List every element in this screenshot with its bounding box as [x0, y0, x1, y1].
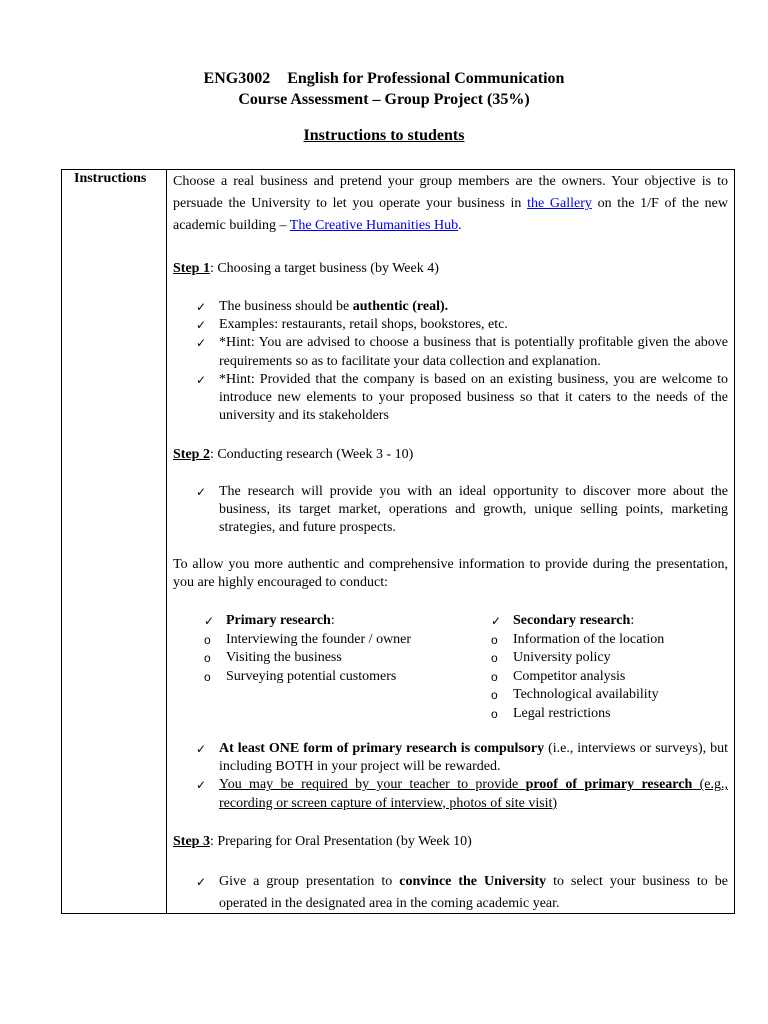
- instructions-heading: Instructions to students: [303, 127, 465, 144]
- primary-research-column: [173, 612, 433, 686]
- intro-text-3: .: [458, 218, 462, 233]
- secondary-colon: :: [630, 613, 635, 628]
- secondary-research-heading: [460, 612, 720, 631]
- primary-title: Primary research: [226, 613, 331, 628]
- step1-b3-text: *Hint: You are advised to choose a business that is potentially profitable given the above requirements so as to facilitate your data collection and explanation.: [219, 335, 728, 369]
- check-icon: ✓: [196, 336, 207, 351]
- circle-bullet-icon: o: [491, 632, 498, 647]
- list-item: [173, 871, 728, 915]
- list-item: [460, 705, 720, 724]
- check-icon: ✓: [196, 318, 207, 333]
- list-item: [173, 371, 728, 426]
- step2-b1-text: The research will provide you with an ideal opportunity to discover more about the business, its target market, operations and growth, unique selling points, marketing strategies, and future prospects.: [219, 484, 728, 536]
- check-icon: ✓: [204, 614, 215, 628]
- step1-b4-text: *Hint: Provided that the company is based on an existing business, you are welcome to introduce new elements to your proposed business so that it caters to the needs of the university and its stakeholders: [219, 371, 728, 424]
- secondary-research-column: [460, 612, 720, 723]
- primary-colon: :: [330, 613, 335, 628]
- creative-humanities-hub-link[interactable]: The Creative Humanities Hub: [289, 218, 459, 233]
- list-item: [173, 334, 728, 370]
- course-name: English for Professional Communication: [287, 70, 565, 87]
- step2-paragraph: To allow you more authentic and comprehensive information to provide during the presentation, you are highly encouraged to conduct:: [173, 557, 728, 591]
- intro-paragraph: [173, 171, 728, 237]
- circle-bullet-icon: o: [491, 669, 498, 684]
- step2-heading: [173, 446, 728, 465]
- secondary-item: Technological availability: [513, 687, 659, 702]
- circle-bullet-icon: o: [491, 706, 498, 721]
- list-item: [460, 668, 720, 687]
- step2-list-a: [173, 483, 728, 538]
- document-header: [0, 68, 768, 146]
- primary-item: Visiting the business: [226, 650, 342, 665]
- course-code: ENG3002: [203, 70, 271, 87]
- check-icon: ✓: [196, 778, 207, 793]
- gallery-link[interactable]: the Gallery: [527, 196, 592, 211]
- step1-title: : Choosing a target business (by Week 4): [209, 261, 439, 276]
- assessment-title: Course Assessment – Group Project (35%): [238, 91, 530, 108]
- secondary-title: Secondary research: [513, 613, 631, 628]
- list-item: [173, 316, 728, 334]
- list-item: [173, 631, 433, 650]
- step1-b1-bold: authentic (real).: [352, 299, 449, 314]
- step3-list: [173, 871, 728, 915]
- column-divider: [166, 170, 167, 913]
- course-title-line: [0, 68, 768, 89]
- circle-bullet-icon: o: [204, 632, 211, 647]
- step2-list-b: [173, 740, 728, 813]
- secondary-item: University policy: [513, 650, 611, 665]
- list-item: [173, 483, 728, 538]
- step1-list: [173, 298, 728, 425]
- step2-b3-rest: (e.g., recording or screen capture of interview, photos of site visit): [219, 777, 728, 811]
- check-icon: ✓: [196, 300, 207, 314]
- check-icon: ✓: [196, 372, 207, 387]
- step3-b1-bold: convince the University: [399, 874, 547, 889]
- secondary-item: Information of the location: [513, 631, 665, 647]
- intro-text-2: on the 1/F of the new academic building –: [173, 196, 728, 233]
- circle-bullet-icon: o: [204, 669, 211, 684]
- check-icon: ✓: [196, 742, 207, 756]
- step3-title: : Preparing for Oral Presentation (by Week 10): [209, 834, 472, 849]
- step2-b3-bold: proof of primary research: [525, 777, 693, 793]
- step3-b1-text: Give a group presentation to: [219, 874, 400, 889]
- step1-heading: [173, 260, 728, 279]
- secondary-item: Competitor analysis: [513, 668, 626, 684]
- step1-label: Step 1: [173, 261, 210, 276]
- check-icon: ✓: [491, 614, 502, 628]
- check-icon: ✓: [196, 875, 207, 889]
- list-item: [460, 686, 720, 705]
- list-item: [173, 776, 728, 812]
- secondary-item: Legal restrictions: [513, 705, 611, 721]
- primary-item: Interviewing the founder / owner: [226, 631, 412, 647]
- list-item: [460, 649, 720, 668]
- check-icon: ✓: [196, 485, 207, 499]
- step1-b2-text: Examples: restaurants, retail shops, bookstores, etc.: [219, 317, 508, 333]
- step2-b2-text: (i.e., interviews or surveys), but including BOTH in your project will be rewarded.: [219, 741, 728, 775]
- step3-label: Step 3: [173, 834, 210, 849]
- step2-title: : Conducting research (Week 3 - 10): [209, 447, 414, 462]
- step2-b3-text: You may be required by your teacher to provide: [219, 777, 526, 793]
- step1-b1-text: The business should be: [219, 299, 353, 314]
- list-item: [173, 649, 433, 668]
- primary-item: Surveying potential customers: [226, 668, 397, 684]
- primary-research-heading: [173, 612, 433, 631]
- list-item: [460, 631, 720, 650]
- step2-b2-bold: At least ONE form of primary research is compulsory: [219, 741, 545, 756]
- circle-bullet-icon: o: [491, 688, 498, 702]
- list-item: [173, 668, 433, 687]
- list-item: [173, 298, 728, 316]
- step3-heading: [173, 833, 728, 852]
- circle-bullet-icon: o: [204, 651, 211, 665]
- intro-text-1: Choose a real business and pretend your group members are the owners. Your objective is to persuade the University to let you operate your business in: [173, 174, 728, 211]
- circle-bullet-icon: o: [491, 651, 498, 665]
- instructions-label: Instructions: [74, 171, 147, 186]
- step2-label: Step 2: [173, 447, 210, 462]
- list-item: [173, 740, 728, 776]
- instructions-table: [61, 169, 735, 914]
- step3-b1-rest: to select your business to be operated in the designated area in the coming academic year.: [219, 874, 728, 911]
- step2-b3-underlined: [219, 777, 728, 810]
